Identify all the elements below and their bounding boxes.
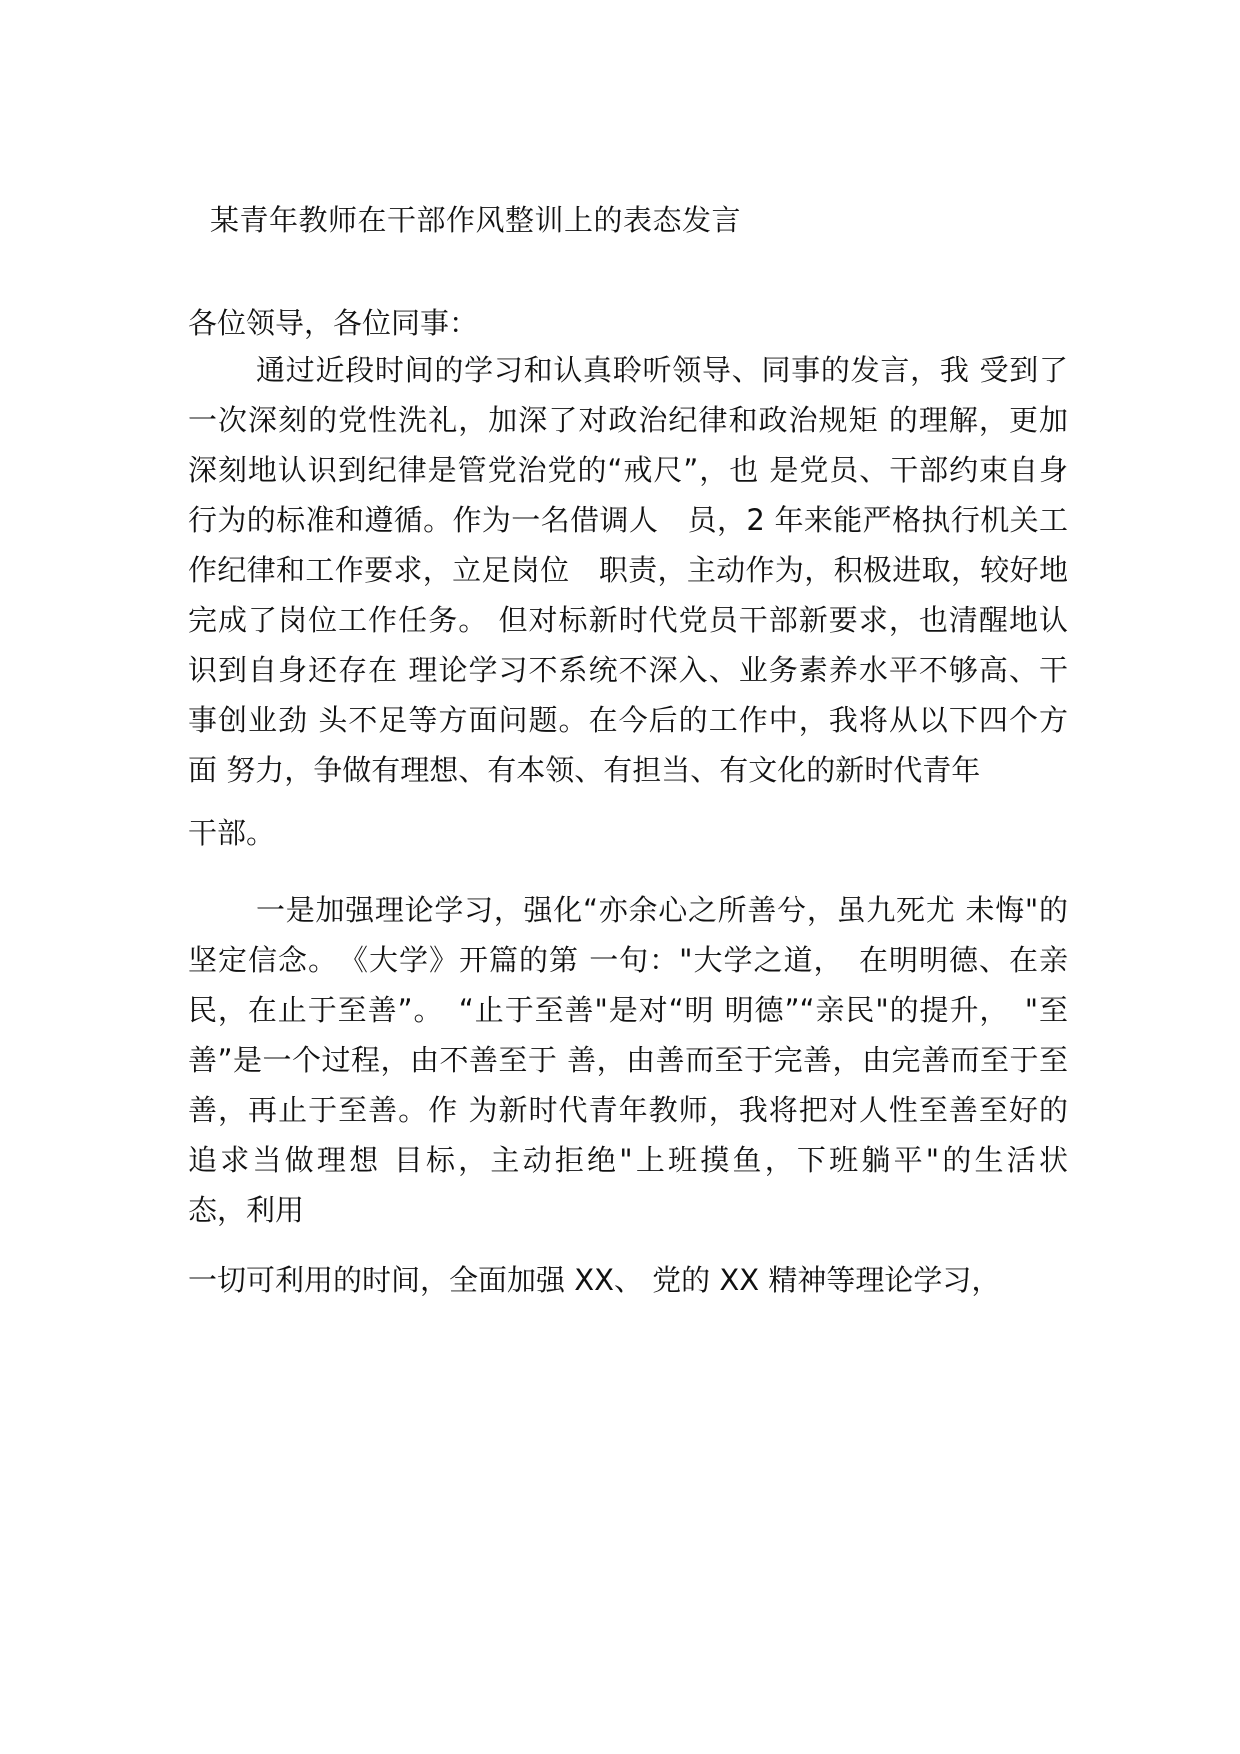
paragraph1-line-5: 作纪律和工作要求，立足岗位 职责，主动作为，积极进取，较好地 <box>188 553 1068 587</box>
paragraph2-line-2: 坚定信念。 《大学》开篇的第 一句："大学之道， 在明明德、在亲 <box>188 943 1068 977</box>
paragraph2-line-3: 民，在止于至善”。 “止于至善"是对“明 明德”“亲民"的提升， "至 <box>188 993 1068 1027</box>
paragraph1-line-6: 完成了岗位工作任务。 但对标新时代党员干部新要求，也清醒地认 <box>188 603 1068 637</box>
paragraph1-line-3: 深刻地认识到纪律是管党治党的“戒尺”，也 是党员、干部约束自身 <box>188 453 1068 487</box>
paragraph2-line-4: 善”是一个过程，由不善至于 善，由善而至于完善，由完善而至于至 <box>188 1043 1068 1077</box>
paragraph1-tail: 干部。 <box>188 816 276 850</box>
paragraph1-line-1: 通过近段时间的学习和认真聆听领导、同事的发言，我 受到了 <box>256 353 1068 387</box>
document-title: 某青年教师在干部作风整训上的表态发言 <box>210 203 742 237</box>
paragraph1-line-9: 面 努力，争做有理想、有本领、有担当、有文化的新时代青年 <box>188 753 981 787</box>
paragraph2-tail: 一切可利用的时间，全面加强 XX、 党的 XX 精神等理论学习， <box>188 1263 1001 1297</box>
paragraph2-line-7: 态，利用 <box>188 1193 305 1227</box>
paragraph2-line-5: 善，再止于至善。作 为新时代青年教师，我将把对人性至善至好的 <box>188 1093 1068 1127</box>
paragraph2-line-6: 追求当做理想 目标，主动拒绝"上班摸鱼，下班躺平"的生活状 <box>188 1143 1068 1177</box>
paragraph1-line-4: 行为的标准和遵循。作为一名借调人 员，2 年来能严格执行机关工 <box>188 503 1068 537</box>
paragraph1-line-7: 识到自身还存在 理论学习不系统不深入、业务素养水平不够高、干 <box>188 653 1068 687</box>
paragraph1-line-8: 事创业劲 头不足等方面问题。在今后的工作中，我将从以下四个方 <box>188 703 1068 737</box>
paragraph1-line-2: 一次深刻的党性洗礼，加深了对政治纪律和政治规矩 的理解，更加 <box>188 403 1068 437</box>
salutation: 各位领导，各位同事： <box>188 306 479 340</box>
paragraph2-line-1: 一是加强理论学习，强化“亦余心之所善兮，虽九死尤 未悔"的 <box>256 893 1068 927</box>
